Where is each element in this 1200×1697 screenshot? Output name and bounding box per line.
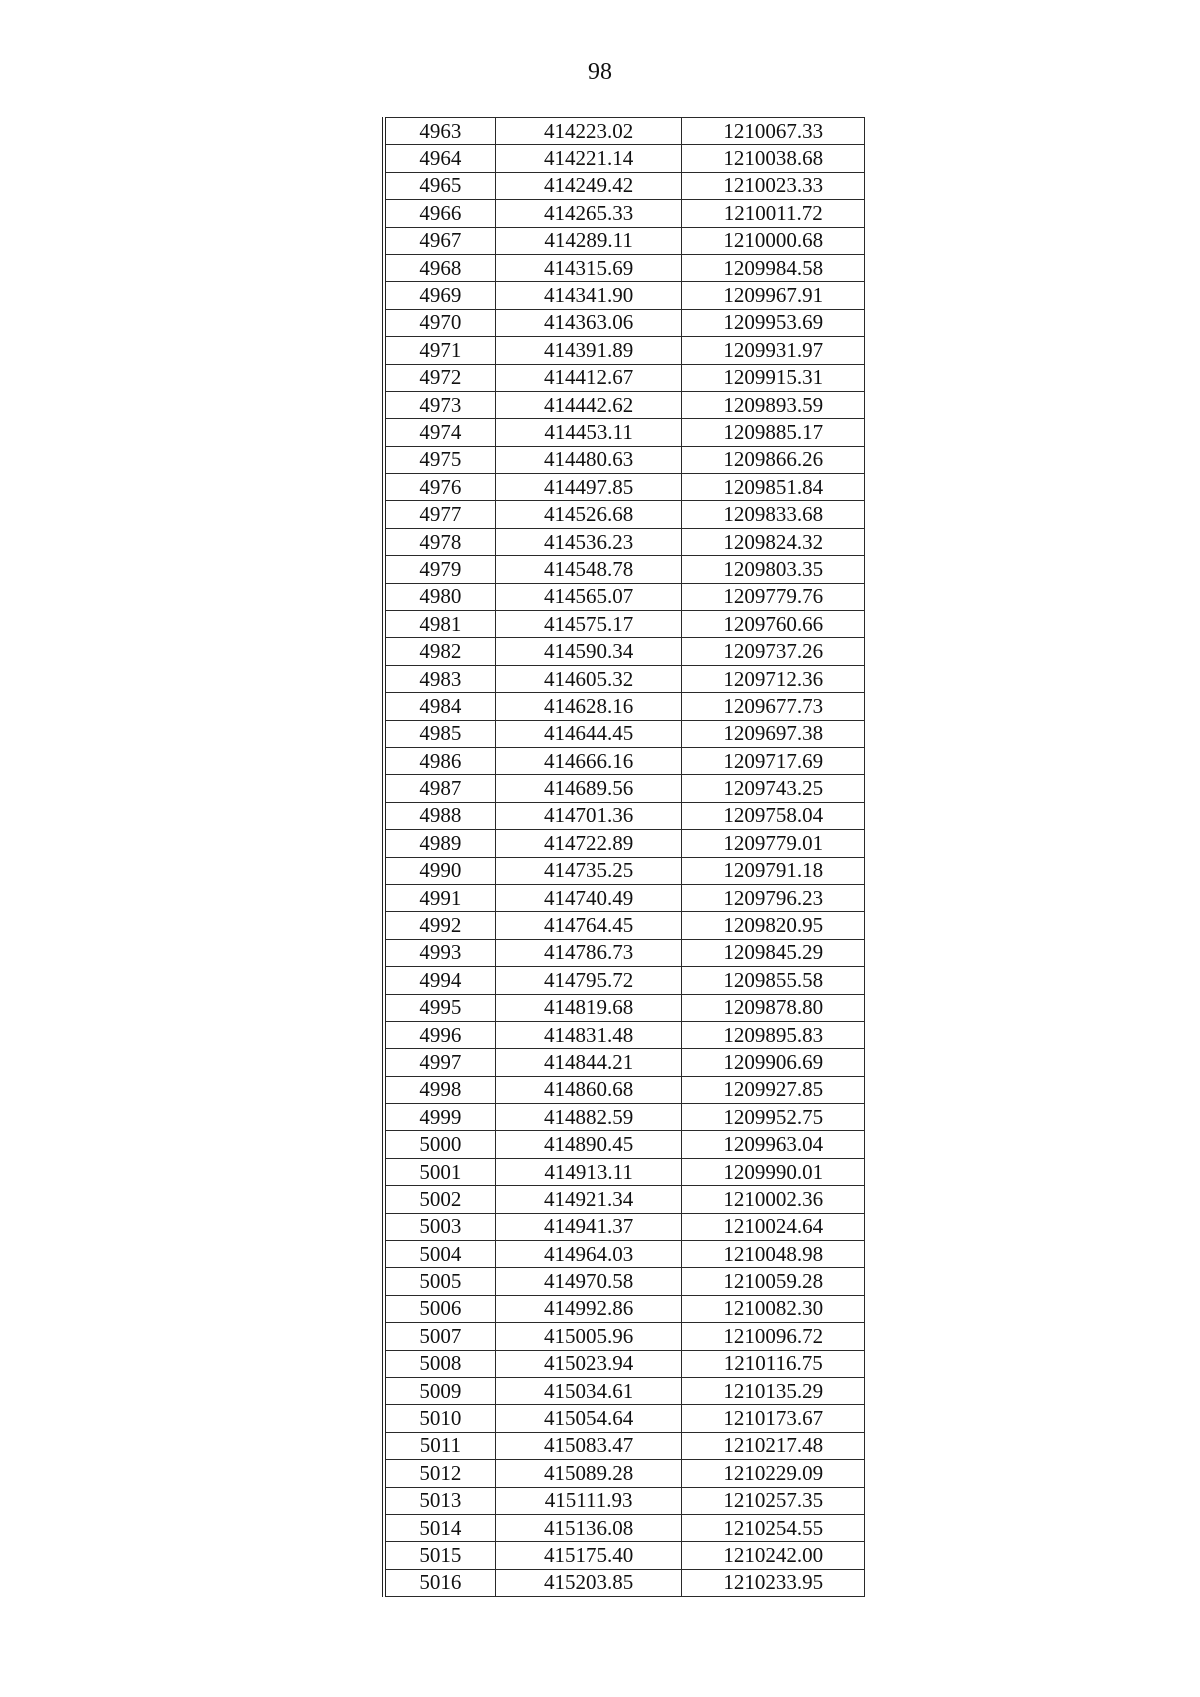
y-coordinate-cell: 1209952.75 [682,1104,865,1131]
point-number-cell: 5015 [384,1542,495,1569]
x-coordinate-cell: 414565.07 [495,583,682,610]
point-number-cell: 4976 [384,474,495,501]
table-row [384,391,865,418]
y-coordinate-cell: 1210082.30 [682,1295,865,1322]
table-row [384,1213,865,1240]
point-number-cell: 4975 [384,446,495,473]
x-coordinate-cell: 415054.64 [495,1405,682,1432]
point-number-cell: 4966 [384,200,495,227]
point-number-cell: 4973 [384,391,495,418]
y-coordinate-cell: 1209779.76 [682,583,865,610]
point-number-cell: 5016 [384,1569,495,1596]
y-coordinate-cell: 1209893.59 [682,391,865,418]
table-row [384,1569,865,1596]
point-number-cell: 4989 [384,830,495,857]
x-coordinate-cell: 414921.34 [495,1186,682,1213]
table-row [384,1268,865,1295]
x-coordinate-cell: 414992.86 [495,1295,682,1322]
point-number-cell: 4988 [384,802,495,829]
y-coordinate-cell: 1209855.58 [682,967,865,994]
table-row [384,1049,865,1076]
page-number: 98 [588,59,612,85]
x-coordinate-cell: 414913.11 [495,1158,682,1185]
table-row [384,1021,865,1048]
point-number-cell: 4971 [384,337,495,364]
y-coordinate-cell: 1210233.95 [682,1569,865,1596]
point-number-cell: 4981 [384,611,495,638]
x-coordinate-cell: 414964.03 [495,1241,682,1268]
point-number-cell: 5012 [384,1460,495,1487]
y-coordinate-cell: 1209866.26 [682,446,865,473]
table-row [384,611,865,638]
point-number-cell: 5011 [384,1432,495,1459]
x-coordinate-cell: 414536.23 [495,528,682,555]
point-number-cell: 4993 [384,939,495,966]
point-number-cell: 4963 [384,118,495,145]
x-coordinate-cell: 414548.78 [495,556,682,583]
y-coordinate-cell: 1209717.69 [682,747,865,774]
point-number-cell: 5001 [384,1158,495,1185]
x-coordinate-cell: 414497.85 [495,474,682,501]
point-number-cell: 4969 [384,282,495,309]
x-coordinate-cell: 414860.68 [495,1076,682,1103]
x-coordinate-cell: 414341.90 [495,282,682,309]
y-coordinate-cell: 1209915.31 [682,364,865,391]
x-coordinate-cell: 414701.36 [495,802,682,829]
point-number-cell: 5014 [384,1514,495,1541]
table-row [384,227,865,254]
table-row [384,912,865,939]
point-number-cell: 4974 [384,419,495,446]
table-row [384,720,865,747]
table-row [384,884,865,911]
x-coordinate-cell: 415034.61 [495,1377,682,1404]
table-row [384,1131,865,1158]
coordinates-table [382,117,865,1597]
table-row [384,1104,865,1131]
point-number-cell: 4972 [384,364,495,391]
y-coordinate-cell: 1209791.18 [682,857,865,884]
x-coordinate-cell: 415089.28 [495,1460,682,1487]
table-row [384,583,865,610]
y-coordinate-cell: 1209990.01 [682,1158,865,1185]
point-number-cell: 4970 [384,309,495,336]
x-coordinate-cell: 414605.32 [495,665,682,692]
point-number-cell: 4983 [384,665,495,692]
table-row [384,967,865,994]
table-row [384,665,865,692]
point-number-cell: 5002 [384,1186,495,1213]
y-coordinate-cell: 1210229.09 [682,1460,865,1487]
x-coordinate-cell: 414480.63 [495,446,682,473]
table-row [384,1487,865,1514]
y-coordinate-cell: 1209885.17 [682,419,865,446]
x-coordinate-cell: 415111.93 [495,1487,682,1514]
y-coordinate-cell: 1210257.35 [682,1487,865,1514]
point-number-cell: 4978 [384,528,495,555]
point-number-cell: 4999 [384,1104,495,1131]
point-number-cell: 4967 [384,227,495,254]
x-coordinate-cell: 414740.49 [495,884,682,911]
y-coordinate-cell: 1209779.01 [682,830,865,857]
x-coordinate-cell: 414819.68 [495,994,682,1021]
y-coordinate-cell: 1209712.36 [682,665,865,692]
point-number-cell: 5010 [384,1405,495,1432]
table-row [384,419,865,446]
y-coordinate-cell: 1210048.98 [682,1241,865,1268]
y-coordinate-cell: 1209796.23 [682,884,865,911]
y-coordinate-cell: 1210135.29 [682,1377,865,1404]
y-coordinate-cell: 1210116.75 [682,1350,865,1377]
x-coordinate-cell: 414391.89 [495,337,682,364]
point-number-cell: 4997 [384,1049,495,1076]
y-coordinate-cell: 1209931.97 [682,337,865,364]
y-coordinate-cell: 1210059.28 [682,1268,865,1295]
y-coordinate-cell: 1209760.66 [682,611,865,638]
table-row [384,309,865,336]
y-coordinate-cell: 1209984.58 [682,254,865,281]
table-row [384,1432,865,1459]
table-row [384,747,865,774]
table-row [384,830,865,857]
coordinates-table-body [384,118,865,1597]
table-row [384,1323,865,1350]
x-coordinate-cell: 414882.59 [495,1104,682,1131]
y-coordinate-cell: 1209878.80 [682,994,865,1021]
point-number-cell: 5003 [384,1213,495,1240]
table-row [384,556,865,583]
point-number-cell: 4998 [384,1076,495,1103]
x-coordinate-cell: 414666.16 [495,747,682,774]
y-coordinate-cell: 1210096.72 [682,1323,865,1350]
y-coordinate-cell: 1209743.25 [682,775,865,802]
y-coordinate-cell: 1210173.67 [682,1405,865,1432]
x-coordinate-cell: 414764.45 [495,912,682,939]
y-coordinate-cell: 1209963.04 [682,1131,865,1158]
point-number-cell: 4985 [384,720,495,747]
x-coordinate-cell: 414722.89 [495,830,682,857]
x-coordinate-cell: 414689.56 [495,775,682,802]
y-coordinate-cell: 1210000.68 [682,227,865,254]
x-coordinate-cell: 414795.72 [495,967,682,994]
y-coordinate-cell: 1209895.83 [682,1021,865,1048]
point-number-cell: 4987 [384,775,495,802]
x-coordinate-cell: 414628.16 [495,693,682,720]
x-coordinate-cell: 414644.45 [495,720,682,747]
x-coordinate-cell: 414363.06 [495,309,682,336]
y-coordinate-cell: 1210217.48 [682,1432,865,1459]
point-number-cell: 5009 [384,1377,495,1404]
table-row [384,1241,865,1268]
x-coordinate-cell: 414289.11 [495,227,682,254]
table-row [384,364,865,391]
table-row [384,1542,865,1569]
y-coordinate-cell: 1209737.26 [682,638,865,665]
point-number-cell: 4979 [384,556,495,583]
y-coordinate-cell: 1209906.69 [682,1049,865,1076]
x-coordinate-cell: 414453.11 [495,419,682,446]
y-coordinate-cell: 1209845.29 [682,939,865,966]
point-number-cell: 5000 [384,1131,495,1158]
table-row [384,857,865,884]
table-row [384,1377,865,1404]
table-row [384,282,865,309]
table-row [384,1076,865,1103]
y-coordinate-cell: 1209697.38 [682,720,865,747]
table-row [384,1514,865,1541]
table-row [384,446,865,473]
x-coordinate-cell: 414735.25 [495,857,682,884]
x-coordinate-cell: 414844.21 [495,1049,682,1076]
y-coordinate-cell: 1210023.33 [682,172,865,199]
point-number-cell: 4968 [384,254,495,281]
y-coordinate-cell: 1210254.55 [682,1514,865,1541]
y-coordinate-cell: 1209953.69 [682,309,865,336]
point-number-cell: 4994 [384,967,495,994]
point-number-cell: 4990 [384,857,495,884]
x-coordinate-cell: 414941.37 [495,1213,682,1240]
table-row [384,145,865,172]
x-coordinate-cell: 414890.45 [495,1131,682,1158]
point-number-cell: 5013 [384,1487,495,1514]
y-coordinate-cell: 1209927.85 [682,1076,865,1103]
point-number-cell: 5008 [384,1350,495,1377]
x-coordinate-cell: 414786.73 [495,939,682,966]
point-number-cell: 4964 [384,145,495,172]
point-number-cell: 4996 [384,1021,495,1048]
table-row [384,1350,865,1377]
x-coordinate-cell: 414590.34 [495,638,682,665]
table-row [384,337,865,364]
table-row [384,775,865,802]
table-row [384,118,865,145]
point-number-cell: 4995 [384,994,495,1021]
x-coordinate-cell: 414575.17 [495,611,682,638]
table-row [384,254,865,281]
x-coordinate-cell: 415203.85 [495,1569,682,1596]
table-row [384,1405,865,1432]
y-coordinate-cell: 1210242.00 [682,1542,865,1569]
point-number-cell: 4992 [384,912,495,939]
x-coordinate-cell: 415175.40 [495,1542,682,1569]
table-row [384,1460,865,1487]
table-row [384,200,865,227]
table-row [384,693,865,720]
x-coordinate-cell: 415136.08 [495,1514,682,1541]
x-coordinate-cell: 415083.47 [495,1432,682,1459]
x-coordinate-cell: 414970.58 [495,1268,682,1295]
table-row [384,474,865,501]
point-number-cell: 5005 [384,1268,495,1295]
x-coordinate-cell: 414412.67 [495,364,682,391]
y-coordinate-cell: 1209803.35 [682,556,865,583]
point-number-cell: 4991 [384,884,495,911]
table-row [384,172,865,199]
point-number-cell: 4984 [384,693,495,720]
x-coordinate-cell: 414442.62 [495,391,682,418]
x-coordinate-cell: 414221.14 [495,145,682,172]
y-coordinate-cell: 1209851.84 [682,474,865,501]
point-number-cell: 4965 [384,172,495,199]
x-coordinate-cell: 414315.69 [495,254,682,281]
table-row [384,939,865,966]
y-coordinate-cell: 1209833.68 [682,501,865,528]
y-coordinate-cell: 1210067.33 [682,118,865,145]
x-coordinate-cell: 414831.48 [495,1021,682,1048]
point-number-cell: 5004 [384,1241,495,1268]
point-number-cell: 4980 [384,583,495,610]
x-coordinate-cell: 414249.42 [495,172,682,199]
y-coordinate-cell: 1210038.68 [682,145,865,172]
table-row [384,802,865,829]
table-row [384,528,865,555]
x-coordinate-cell: 414265.33 [495,200,682,227]
y-coordinate-cell: 1210011.72 [682,200,865,227]
x-coordinate-cell: 415005.96 [495,1323,682,1350]
point-number-cell: 4982 [384,638,495,665]
y-coordinate-cell: 1209677.73 [682,693,865,720]
point-number-cell: 4986 [384,747,495,774]
table-row [384,1158,865,1185]
y-coordinate-cell: 1209967.91 [682,282,865,309]
y-coordinate-cell: 1209758.04 [682,802,865,829]
y-coordinate-cell: 1209824.32 [682,528,865,555]
x-coordinate-cell: 414223.02 [495,118,682,145]
x-coordinate-cell: 415023.94 [495,1350,682,1377]
table-row [384,994,865,1021]
table-row [384,1295,865,1322]
y-coordinate-cell: 1210024.64 [682,1213,865,1240]
y-coordinate-cell: 1209820.95 [682,912,865,939]
x-coordinate-cell: 414526.68 [495,501,682,528]
y-coordinate-cell: 1210002.36 [682,1186,865,1213]
point-number-cell: 5006 [384,1295,495,1322]
table-row [384,1186,865,1213]
table-row [384,501,865,528]
point-number-cell: 4977 [384,501,495,528]
table-row [384,638,865,665]
point-number-cell: 5007 [384,1323,495,1350]
